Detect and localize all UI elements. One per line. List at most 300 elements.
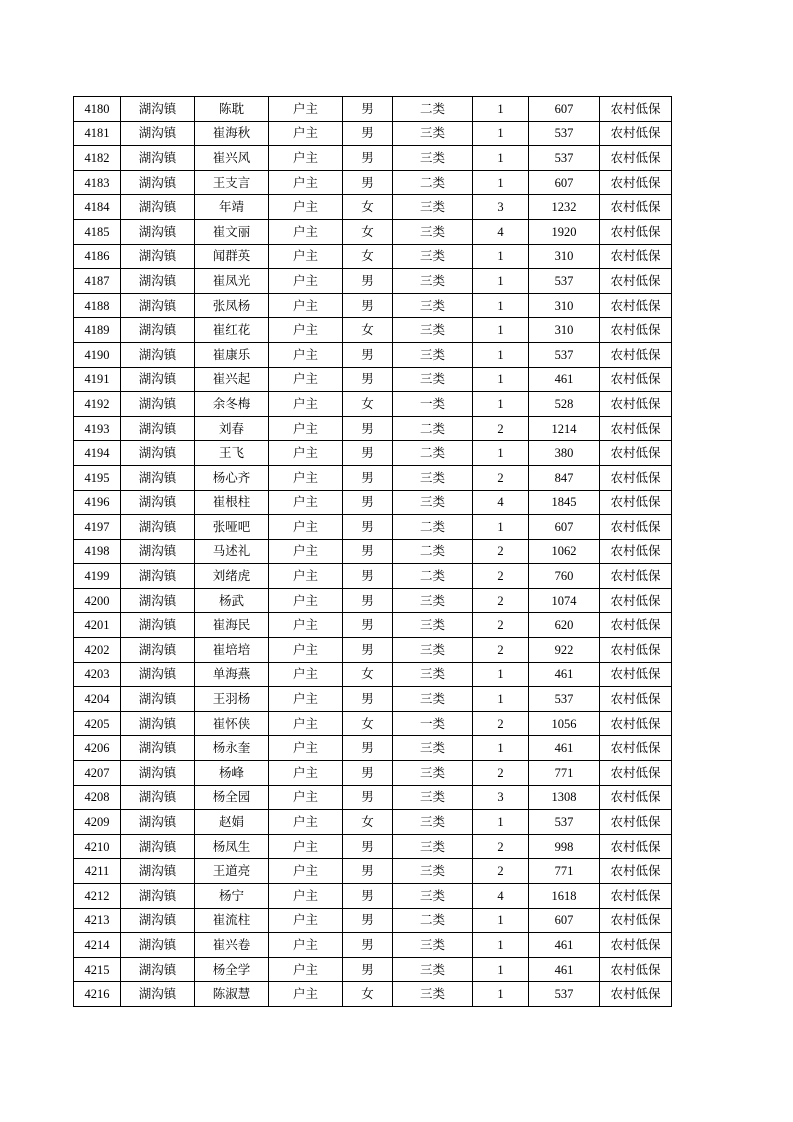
- program-cell: 农村低保: [600, 219, 672, 244]
- amount-cell: 998: [529, 834, 600, 859]
- name-cell: 陈淑慧: [195, 982, 269, 1007]
- town-cell: 湖沟镇: [121, 564, 195, 589]
- row-number: 4215: [74, 957, 121, 982]
- program-cell: 农村低保: [600, 342, 672, 367]
- name-cell: 杨峰: [195, 761, 269, 786]
- gender-cell: 女: [343, 662, 393, 687]
- household-size-cell: 1: [473, 318, 529, 343]
- category-cell: 三类: [393, 269, 473, 294]
- gender-cell: 女: [343, 392, 393, 417]
- household-size-cell: 1: [473, 121, 529, 146]
- relation-cell: 户主: [269, 392, 343, 417]
- amount-cell: 1845: [529, 490, 600, 515]
- program-cell: 农村低保: [600, 613, 672, 638]
- town-cell: 湖沟镇: [121, 392, 195, 417]
- town-cell: 湖沟镇: [121, 884, 195, 909]
- relation-cell: 户主: [269, 588, 343, 613]
- category-cell: 三类: [393, 687, 473, 712]
- amount-cell: 380: [529, 441, 600, 466]
- row-number: 4199: [74, 564, 121, 589]
- household-size-cell: 2: [473, 416, 529, 441]
- row-number: 4180: [74, 97, 121, 122]
- program-cell: 农村低保: [600, 465, 672, 490]
- name-cell: 王飞: [195, 441, 269, 466]
- amount-cell: 1308: [529, 785, 600, 810]
- row-number: 4207: [74, 761, 121, 786]
- amount-cell: 771: [529, 859, 600, 884]
- amount-cell: 461: [529, 957, 600, 982]
- household-size-cell: 1: [473, 662, 529, 687]
- name-cell: 崔海秋: [195, 121, 269, 146]
- relation-cell: 户主: [269, 318, 343, 343]
- amount-cell: 607: [529, 170, 600, 195]
- category-cell: 三类: [393, 293, 473, 318]
- name-cell: 崔兴风: [195, 146, 269, 171]
- gender-cell: 女: [343, 219, 393, 244]
- town-cell: 湖沟镇: [121, 244, 195, 269]
- name-cell: 杨全园: [195, 785, 269, 810]
- household-size-cell: 4: [473, 219, 529, 244]
- relation-cell: 户主: [269, 638, 343, 663]
- gender-cell: 男: [343, 97, 393, 122]
- category-cell: 一类: [393, 392, 473, 417]
- household-size-cell: 2: [473, 859, 529, 884]
- table-row: [74, 367, 672, 392]
- gender-cell: 男: [343, 761, 393, 786]
- relation-cell: 户主: [269, 908, 343, 933]
- gender-cell: 男: [343, 465, 393, 490]
- relation-cell: 户主: [269, 859, 343, 884]
- town-cell: 湖沟镇: [121, 293, 195, 318]
- name-cell: 杨永奎: [195, 736, 269, 761]
- relation-cell: 户主: [269, 810, 343, 835]
- gender-cell: 男: [343, 588, 393, 613]
- category-cell: 三类: [393, 638, 473, 663]
- gender-cell: 男: [343, 933, 393, 958]
- program-cell: 农村低保: [600, 293, 672, 318]
- name-cell: 崔兴起: [195, 367, 269, 392]
- gender-cell: 男: [343, 785, 393, 810]
- name-cell: 马述礼: [195, 539, 269, 564]
- town-cell: 湖沟镇: [121, 539, 195, 564]
- relation-cell: 户主: [269, 564, 343, 589]
- table-body: [74, 97, 672, 1007]
- town-cell: 湖沟镇: [121, 588, 195, 613]
- relation-cell: 户主: [269, 834, 343, 859]
- relation-cell: 户主: [269, 269, 343, 294]
- relation-cell: 户主: [269, 416, 343, 441]
- relation-cell: 户主: [269, 465, 343, 490]
- name-cell: 王道亮: [195, 859, 269, 884]
- relation-cell: 户主: [269, 146, 343, 171]
- category-cell: 三类: [393, 859, 473, 884]
- table-row: [74, 121, 672, 146]
- town-cell: 湖沟镇: [121, 195, 195, 220]
- table-row: [74, 859, 672, 884]
- row-number: 4184: [74, 195, 121, 220]
- name-cell: 杨全学: [195, 957, 269, 982]
- amount-cell: 1618: [529, 884, 600, 909]
- gender-cell: 男: [343, 564, 393, 589]
- relation-cell: 户主: [269, 219, 343, 244]
- table-row: [74, 884, 672, 909]
- program-cell: 农村低保: [600, 982, 672, 1007]
- name-cell: 陈耽: [195, 97, 269, 122]
- category-cell: 二类: [393, 515, 473, 540]
- town-cell: 湖沟镇: [121, 711, 195, 736]
- table-row: [74, 441, 672, 466]
- amount-cell: 607: [529, 908, 600, 933]
- gender-cell: 男: [343, 170, 393, 195]
- program-cell: 农村低保: [600, 121, 672, 146]
- gender-cell: 男: [343, 490, 393, 515]
- amount-cell: 607: [529, 515, 600, 540]
- household-size-cell: 1: [473, 810, 529, 835]
- category-cell: 三类: [393, 219, 473, 244]
- program-cell: 农村低保: [600, 269, 672, 294]
- amount-cell: 537: [529, 146, 600, 171]
- program-cell: 农村低保: [600, 441, 672, 466]
- row-number: 4201: [74, 613, 121, 638]
- table-row: [74, 662, 672, 687]
- name-cell: 王支言: [195, 170, 269, 195]
- row-number: 4216: [74, 982, 121, 1007]
- gender-cell: 女: [343, 318, 393, 343]
- gender-cell: 男: [343, 884, 393, 909]
- household-size-cell: 1: [473, 392, 529, 417]
- program-cell: 农村低保: [600, 687, 672, 712]
- table-row: [74, 490, 672, 515]
- town-cell: 湖沟镇: [121, 687, 195, 712]
- relation-cell: 户主: [269, 761, 343, 786]
- household-size-cell: 2: [473, 539, 529, 564]
- table-row: [74, 982, 672, 1007]
- household-size-cell: 3: [473, 195, 529, 220]
- amount-cell: 461: [529, 933, 600, 958]
- row-number: 4206: [74, 736, 121, 761]
- amount-cell: 1074: [529, 588, 600, 613]
- amount-cell: 310: [529, 244, 600, 269]
- program-cell: 农村低保: [600, 736, 672, 761]
- amount-cell: 1920: [529, 219, 600, 244]
- program-cell: 农村低保: [600, 933, 672, 958]
- gender-cell: 男: [343, 121, 393, 146]
- program-cell: 农村低保: [600, 834, 672, 859]
- household-size-cell: 1: [473, 933, 529, 958]
- household-size-cell: 1: [473, 269, 529, 294]
- table-row: [74, 933, 672, 958]
- table-row: [74, 588, 672, 613]
- row-number: 4205: [74, 711, 121, 736]
- table-row: [74, 170, 672, 195]
- category-cell: 三类: [393, 244, 473, 269]
- program-cell: 农村低保: [600, 662, 672, 687]
- amount-cell: 760: [529, 564, 600, 589]
- town-cell: 湖沟镇: [121, 146, 195, 171]
- gender-cell: 女: [343, 244, 393, 269]
- program-cell: 农村低保: [600, 588, 672, 613]
- category-cell: 三类: [393, 810, 473, 835]
- household-size-cell: 1: [473, 908, 529, 933]
- category-cell: 三类: [393, 736, 473, 761]
- row-number: 4213: [74, 908, 121, 933]
- relation-cell: 户主: [269, 515, 343, 540]
- town-cell: 湖沟镇: [121, 416, 195, 441]
- household-size-cell: 4: [473, 884, 529, 909]
- row-number: 4202: [74, 638, 121, 663]
- category-cell: 三类: [393, 367, 473, 392]
- household-size-cell: 2: [473, 613, 529, 638]
- town-cell: 湖沟镇: [121, 121, 195, 146]
- household-size-cell: 1: [473, 736, 529, 761]
- household-size-cell: 1: [473, 441, 529, 466]
- name-cell: 张哑吧: [195, 515, 269, 540]
- category-cell: 三类: [393, 490, 473, 515]
- category-cell: 三类: [393, 342, 473, 367]
- amount-cell: 607: [529, 97, 600, 122]
- amount-cell: 847: [529, 465, 600, 490]
- table-row: [74, 146, 672, 171]
- gender-cell: 男: [343, 416, 393, 441]
- gender-cell: 男: [343, 736, 393, 761]
- name-cell: 闻群英: [195, 244, 269, 269]
- gender-cell: 男: [343, 908, 393, 933]
- table-row: [74, 736, 672, 761]
- program-cell: 农村低保: [600, 146, 672, 171]
- category-cell: 三类: [393, 146, 473, 171]
- town-cell: 湖沟镇: [121, 367, 195, 392]
- town-cell: 湖沟镇: [121, 761, 195, 786]
- name-cell: 崔培培: [195, 638, 269, 663]
- name-cell: 余冬梅: [195, 392, 269, 417]
- gender-cell: 男: [343, 957, 393, 982]
- household-size-cell: 1: [473, 957, 529, 982]
- table-row: [74, 269, 672, 294]
- town-cell: 湖沟镇: [121, 785, 195, 810]
- town-cell: 湖沟镇: [121, 318, 195, 343]
- household-size-cell: 2: [473, 638, 529, 663]
- table-row: [74, 761, 672, 786]
- table-row: [74, 834, 672, 859]
- gender-cell: 男: [343, 539, 393, 564]
- relation-cell: 户主: [269, 121, 343, 146]
- program-cell: 农村低保: [600, 638, 672, 663]
- town-cell: 湖沟镇: [121, 638, 195, 663]
- relation-cell: 户主: [269, 441, 343, 466]
- beneficiary-table: [73, 96, 672, 1007]
- relation-cell: 户主: [269, 367, 343, 392]
- table-row: [74, 957, 672, 982]
- program-cell: 农村低保: [600, 810, 672, 835]
- town-cell: 湖沟镇: [121, 465, 195, 490]
- name-cell: 杨武: [195, 588, 269, 613]
- program-cell: 农村低保: [600, 908, 672, 933]
- program-cell: 农村低保: [600, 884, 672, 909]
- program-cell: 农村低保: [600, 859, 672, 884]
- category-cell: 三类: [393, 834, 473, 859]
- row-number: 4190: [74, 342, 121, 367]
- household-size-cell: 3: [473, 785, 529, 810]
- relation-cell: 户主: [269, 933, 343, 958]
- table-row: [74, 539, 672, 564]
- gender-cell: 男: [343, 367, 393, 392]
- relation-cell: 户主: [269, 195, 343, 220]
- amount-cell: 771: [529, 761, 600, 786]
- household-size-cell: 1: [473, 515, 529, 540]
- row-number: 4196: [74, 490, 121, 515]
- row-number: 4198: [74, 539, 121, 564]
- town-cell: 湖沟镇: [121, 933, 195, 958]
- town-cell: 湖沟镇: [121, 957, 195, 982]
- table-row: [74, 195, 672, 220]
- program-cell: 农村低保: [600, 711, 672, 736]
- row-number: 4204: [74, 687, 121, 712]
- household-size-cell: 2: [473, 564, 529, 589]
- town-cell: 湖沟镇: [121, 662, 195, 687]
- program-cell: 农村低保: [600, 170, 672, 195]
- category-cell: 三类: [393, 613, 473, 638]
- relation-cell: 户主: [269, 982, 343, 1007]
- name-cell: 崔怀侠: [195, 711, 269, 736]
- relation-cell: 户主: [269, 293, 343, 318]
- row-number: 4211: [74, 859, 121, 884]
- row-number: 4181: [74, 121, 121, 146]
- program-cell: 农村低保: [600, 564, 672, 589]
- row-number: 4183: [74, 170, 121, 195]
- amount-cell: 537: [529, 342, 600, 367]
- household-size-cell: 1: [473, 982, 529, 1007]
- category-cell: 一类: [393, 711, 473, 736]
- category-cell: 二类: [393, 539, 473, 564]
- program-cell: 农村低保: [600, 97, 672, 122]
- table-row: [74, 97, 672, 122]
- table-row: [74, 687, 672, 712]
- name-cell: 张凤杨: [195, 293, 269, 318]
- program-cell: 农村低保: [600, 195, 672, 220]
- category-cell: 二类: [393, 416, 473, 441]
- household-size-cell: 2: [473, 834, 529, 859]
- gender-cell: 男: [343, 613, 393, 638]
- row-number: 4200: [74, 588, 121, 613]
- category-cell: 二类: [393, 441, 473, 466]
- amount-cell: 537: [529, 982, 600, 1007]
- table-row: [74, 711, 672, 736]
- amount-cell: 461: [529, 662, 600, 687]
- relation-cell: 户主: [269, 711, 343, 736]
- table-row: [74, 638, 672, 663]
- table-row: [74, 515, 672, 540]
- household-size-cell: 1: [473, 97, 529, 122]
- name-cell: 刘春: [195, 416, 269, 441]
- row-number: 4187: [74, 269, 121, 294]
- row-number: 4189: [74, 318, 121, 343]
- program-cell: 农村低保: [600, 539, 672, 564]
- row-number: 4194: [74, 441, 121, 466]
- household-size-cell: 1: [473, 367, 529, 392]
- household-size-cell: 1: [473, 170, 529, 195]
- table-row: [74, 810, 672, 835]
- name-cell: 刘绪虎: [195, 564, 269, 589]
- program-cell: 农村低保: [600, 416, 672, 441]
- category-cell: 三类: [393, 195, 473, 220]
- relation-cell: 户主: [269, 490, 343, 515]
- name-cell: 杨凤生: [195, 834, 269, 859]
- town-cell: 湖沟镇: [121, 342, 195, 367]
- row-number: 4209: [74, 810, 121, 835]
- town-cell: 湖沟镇: [121, 219, 195, 244]
- category-cell: 三类: [393, 982, 473, 1007]
- amount-cell: 1062: [529, 539, 600, 564]
- name-cell: 崔兴卷: [195, 933, 269, 958]
- relation-cell: 户主: [269, 884, 343, 909]
- amount-cell: 1214: [529, 416, 600, 441]
- amount-cell: 537: [529, 687, 600, 712]
- household-size-cell: 1: [473, 146, 529, 171]
- row-number: 4192: [74, 392, 121, 417]
- name-cell: 年靖: [195, 195, 269, 220]
- town-cell: 湖沟镇: [121, 908, 195, 933]
- row-number: 4212: [74, 884, 121, 909]
- town-cell: 湖沟镇: [121, 170, 195, 195]
- gender-cell: 男: [343, 441, 393, 466]
- name-cell: 崔根柱: [195, 490, 269, 515]
- town-cell: 湖沟镇: [121, 490, 195, 515]
- amount-cell: 922: [529, 638, 600, 663]
- gender-cell: 男: [343, 834, 393, 859]
- program-cell: 农村低保: [600, 244, 672, 269]
- town-cell: 湖沟镇: [121, 859, 195, 884]
- relation-cell: 户主: [269, 97, 343, 122]
- table-row: [74, 342, 672, 367]
- category-cell: 三类: [393, 957, 473, 982]
- relation-cell: 户主: [269, 957, 343, 982]
- row-number: 4188: [74, 293, 121, 318]
- amount-cell: 461: [529, 736, 600, 761]
- relation-cell: 户主: [269, 785, 343, 810]
- gender-cell: 男: [343, 269, 393, 294]
- table-row: [74, 392, 672, 417]
- table-row: [74, 465, 672, 490]
- category-cell: 二类: [393, 97, 473, 122]
- relation-cell: 户主: [269, 539, 343, 564]
- amount-cell: 537: [529, 810, 600, 835]
- row-number: 4186: [74, 244, 121, 269]
- category-cell: 三类: [393, 318, 473, 343]
- household-size-cell: 1: [473, 687, 529, 712]
- relation-cell: 户主: [269, 244, 343, 269]
- gender-cell: 女: [343, 982, 393, 1007]
- relation-cell: 户主: [269, 662, 343, 687]
- program-cell: 农村低保: [600, 761, 672, 786]
- category-cell: 三类: [393, 785, 473, 810]
- amount-cell: 1056: [529, 711, 600, 736]
- relation-cell: 户主: [269, 687, 343, 712]
- row-number: 4208: [74, 785, 121, 810]
- table-row: [74, 613, 672, 638]
- category-cell: 三类: [393, 761, 473, 786]
- relation-cell: 户主: [269, 613, 343, 638]
- category-cell: 二类: [393, 908, 473, 933]
- table-row: [74, 908, 672, 933]
- name-cell: 杨宁: [195, 884, 269, 909]
- category-cell: 三类: [393, 465, 473, 490]
- household-size-cell: 1: [473, 293, 529, 318]
- town-cell: 湖沟镇: [121, 441, 195, 466]
- household-size-cell: 1: [473, 342, 529, 367]
- row-number: 4203: [74, 662, 121, 687]
- town-cell: 湖沟镇: [121, 269, 195, 294]
- table-row: [74, 219, 672, 244]
